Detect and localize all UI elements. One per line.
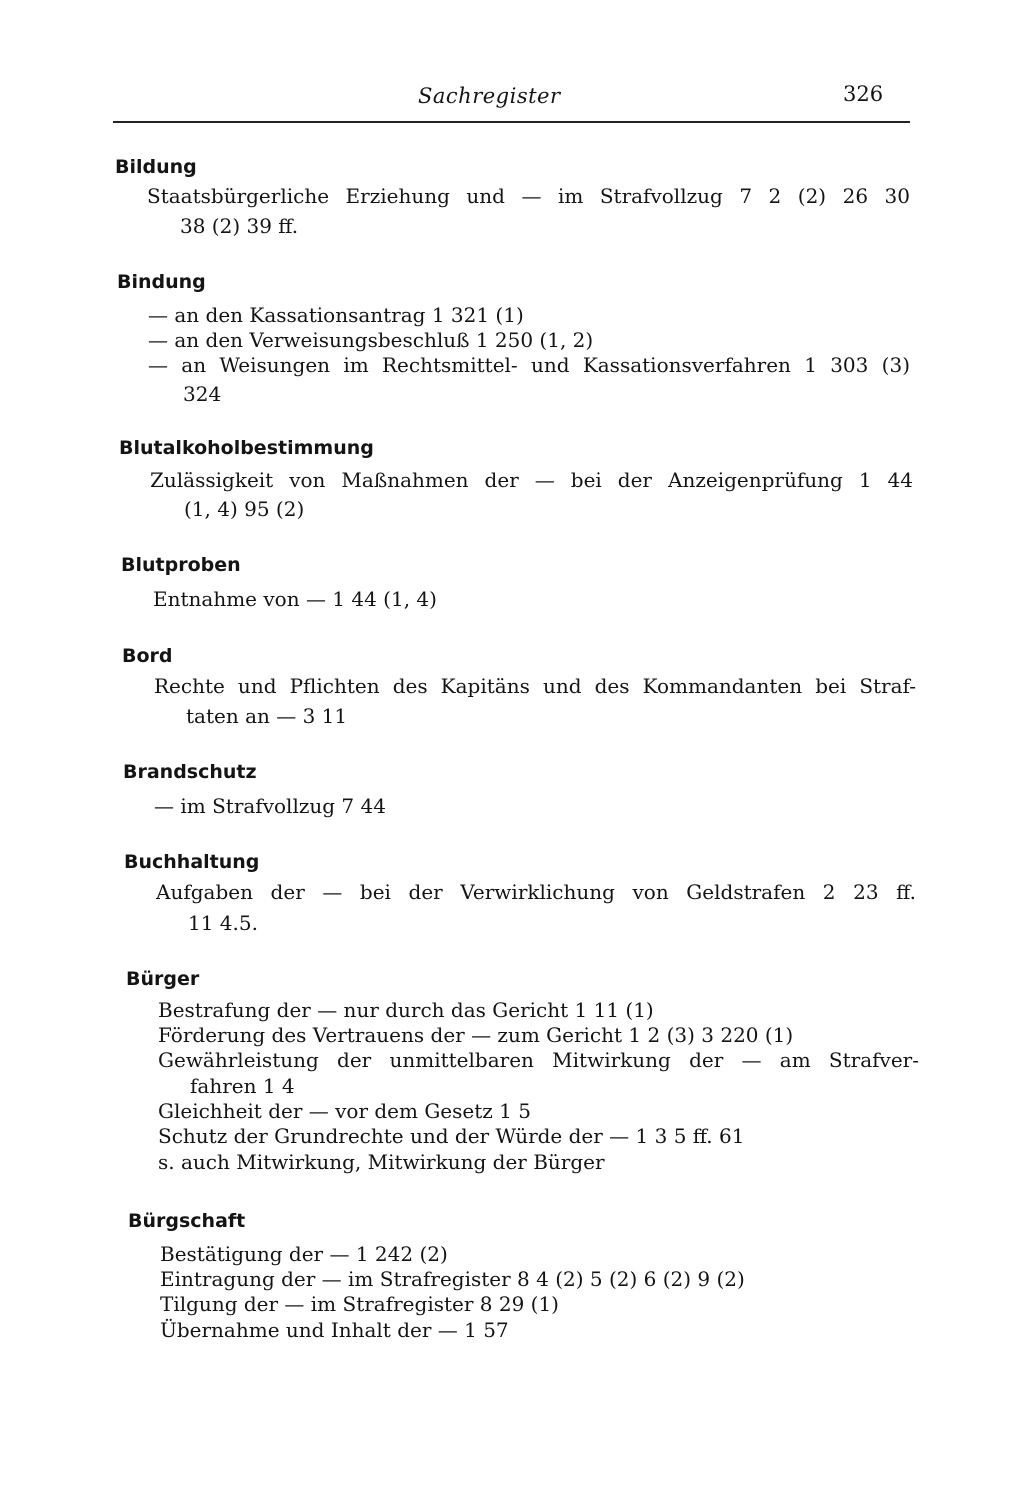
- entry-line: Rechte und Pflichten des Kapitäns und des Kommandanten bei Straf-: [154, 674, 916, 698]
- entry-line: Förderung des Vertrauens der — zum Gericht 1 2 (3) 3 220 (1): [158, 1023, 794, 1047]
- entry-line: Staatsbürgerliche Erziehung und — im Strafvollzug 7 2 (2) 26 30: [147, 184, 910, 208]
- entry-line: 324: [183, 382, 222, 406]
- page-number: 326: [843, 82, 884, 106]
- entry-line: Übernahme und Inhalt der — 1 57: [160, 1318, 509, 1342]
- header-title: Sachregister: [418, 84, 561, 108]
- entry-heading: Blutproben: [121, 554, 241, 576]
- entry-line: s. auch Mitwirkung, Mitwirkung der Bürger: [158, 1150, 605, 1174]
- entry-heading: Bürger: [126, 968, 200, 990]
- entry-line: — an den Verweisungsbeschluß 1 250 (1, 2): [148, 328, 594, 352]
- entry-line: 11 4.5.: [188, 911, 258, 935]
- entry-heading: Bindung: [117, 271, 206, 293]
- entry-line: Bestrafung der — nur durch das Gericht 1 11 (1): [158, 998, 654, 1022]
- entry-line: Zulässigkeit von Maßnahmen der — bei der Anzeigenprüfung 1 44: [150, 468, 913, 492]
- entry-line: Aufgaben der — bei der Verwirklichung von Geldstrafen 2 23 ff.: [156, 880, 916, 904]
- entry-line: Bestätigung der — 1 242 (2): [160, 1242, 448, 1266]
- entry-line: 38 (2) 39 ff.: [180, 214, 299, 238]
- entry-line: — an den Kassationsantrag 1 321 (1): [148, 303, 524, 327]
- entry-heading: Buchhaltung: [124, 851, 260, 873]
- entry-line: Schutz der Grundrechte und der Würde der — 1 3 5 ff. 61: [158, 1124, 745, 1148]
- entry-line: fahren 1 4: [190, 1074, 295, 1098]
- entry-heading: Bürgschaft: [128, 1210, 246, 1232]
- entry-line: — im Strafvollzug 7 44: [154, 794, 386, 818]
- header-rule: [113, 121, 910, 123]
- entry-heading: Brandschutz: [123, 761, 257, 783]
- entry-heading: Bord: [122, 645, 173, 667]
- entry-line: Gleichheit der — vor dem Gesetz 1 5: [158, 1099, 531, 1123]
- entry-heading: Bildung: [115, 156, 197, 178]
- entry-line: Eintragung der — im Strafregister 8 4 (2) 5 (2) 6 (2) 9 (2): [160, 1267, 745, 1291]
- entry-line: Gewährleistung der unmittelbaren Mitwirkung der — am Strafver-: [158, 1048, 919, 1072]
- entry-line: Entnahme von — 1 44 (1, 4): [153, 587, 437, 611]
- entry-line: (1, 4) 95 (2): [184, 497, 305, 521]
- entry-line: Tilgung der — im Strafregister 8 29 (1): [160, 1292, 559, 1316]
- entry-line: taten an — 3 11: [186, 704, 348, 728]
- entry-line: — an Weisungen im Rechtsmittel- und Kassationsverfahren 1 303 (3): [148, 353, 910, 377]
- entry-heading: Blutalkoholbestimmung: [119, 437, 374, 459]
